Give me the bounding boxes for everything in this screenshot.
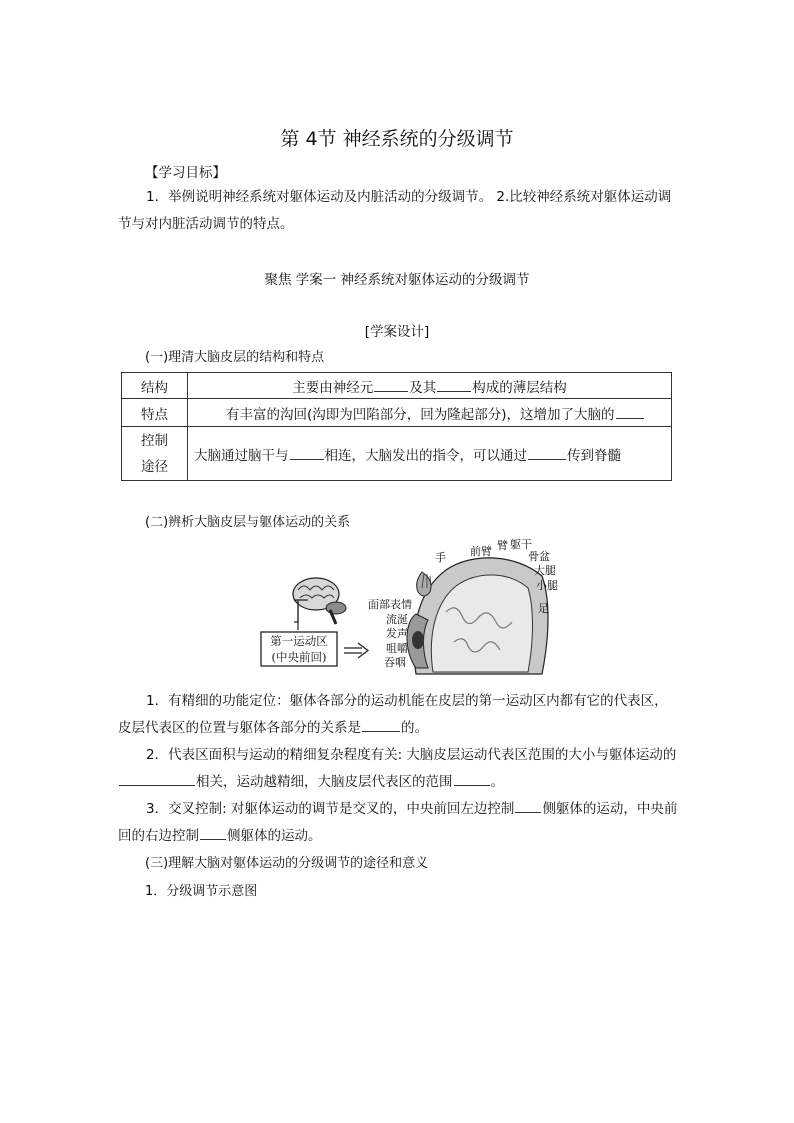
- fill-blank: [290, 447, 324, 460]
- fill-blank: [119, 773, 195, 786]
- motor-cortex-figure: [258, 538, 558, 676]
- text-segment: 有丰富的沟回(沟即为凹陷部分，回为隆起部分)，这增加了大脑的: [226, 406, 615, 423]
- fill-blank: [437, 379, 471, 392]
- text-segment: 及其: [409, 379, 437, 396]
- label-salivation: 流涎: [386, 612, 408, 626]
- paragraph-3: [118, 796, 678, 850]
- text-segment: 1．有精细的功能定位：躯体各部分的运动机能在皮层的第一运动区内都有它的代表区，皮层代表区的位置与躯体各部分的关系是: [118, 693, 668, 736]
- label-vocalization: 发声: [386, 627, 408, 640]
- goals-heading: 【学习目标】: [145, 165, 226, 181]
- face-labels: [368, 598, 412, 671]
- text-segment: 相关，运动越精细，大脑皮层代表区的范围: [196, 774, 453, 790]
- text-segment: 2．代表区面积与运动的精细复杂程度有关: 大脑皮层运动代表区范围的大小与躯体运动的: [146, 747, 677, 763]
- fill-blank: [515, 800, 541, 813]
- label-forearm: 前臂: [470, 545, 492, 558]
- row-key: 结构: [122, 373, 188, 399]
- label-face: 面部表情: [368, 598, 412, 611]
- row-key-line: 控制: [141, 432, 168, 449]
- box-label: (中央前回): [271, 650, 327, 664]
- page-title: 第 4节 神经系统的分级调节: [280, 128, 514, 150]
- label-pelvis: 骨盆: [528, 550, 550, 563]
- label-trunk: 躯干: [510, 538, 532, 551]
- text-segment: 大脑通过脑干与: [194, 447, 289, 464]
- text-segment: 的。: [401, 720, 428, 736]
- section-3-title: (三)理解大脑对躯体运动的分级调节的途径和意义: [145, 856, 429, 871]
- section-3-item-1: 1．分级调节示意图: [145, 884, 258, 899]
- text-segment: 侧躯体的运动。: [227, 828, 322, 844]
- section-1-title: (一)理清大脑皮层的结构和特点: [145, 350, 325, 365]
- row-key-line: 途径: [141, 458, 168, 475]
- text-segment: 3．交叉控制: 对躯体运动的调节是交叉的，中央前回左边控制: [146, 801, 515, 817]
- structure-table: [121, 372, 672, 481]
- label-shank: 小腿: [536, 579, 558, 592]
- paragraph-2: [118, 742, 678, 796]
- text-segment: 。: [490, 774, 504, 790]
- text-segment: 相连，大脑发出的指令，可以通过: [324, 447, 527, 464]
- cortex-section: [414, 558, 548, 674]
- label-foot: 足: [538, 602, 549, 615]
- row-value: [188, 427, 672, 481]
- row-value: [188, 373, 672, 399]
- paragraph-1: [118, 688, 678, 742]
- design-label: [学案设计]: [364, 324, 430, 340]
- label-hand: 手: [435, 551, 446, 564]
- label-swallowing: 吞咽: [384, 656, 406, 669]
- text-segment: 侧躯体的运动，中央前回的右边控制: [118, 801, 678, 844]
- fill-blank: [374, 379, 408, 392]
- box-label: 第一运动区: [270, 634, 328, 648]
- text-segment: 传到脊髓: [567, 447, 621, 464]
- text-segment: 主要由神经元: [292, 379, 374, 396]
- fill-blank: [200, 827, 226, 840]
- row-value: [188, 399, 672, 427]
- fill-blank: [616, 406, 644, 419]
- table-row: [122, 373, 672, 399]
- label-thigh: 大腿: [534, 564, 556, 577]
- row-key: [122, 427, 188, 481]
- focus-heading: 聚焦 学案一 神经系统对躯体运动的分级调节: [264, 272, 530, 288]
- table-row: [122, 399, 672, 427]
- row-key: 特点: [122, 399, 188, 427]
- label-chewing: 咀嚼: [386, 641, 408, 655]
- motor-area-box: [261, 633, 337, 665]
- section-2-title: (二)辨析大脑皮层与躯体运动的关系: [145, 515, 351, 530]
- table-row: [122, 427, 672, 481]
- brain-icon: [293, 578, 346, 624]
- text-segment: 构成的薄层结构: [472, 379, 567, 396]
- goals-text: 1．举例说明神经系统对躯体运动及内脏活动的分级调节。 2.比较神经系统对躯体运动调节与对内脏活动调节的特点。: [118, 189, 672, 232]
- label-arm: 臂: [497, 539, 508, 552]
- fill-blank: [454, 773, 490, 786]
- fill-blank: [362, 719, 400, 732]
- fill-blank: [528, 447, 566, 460]
